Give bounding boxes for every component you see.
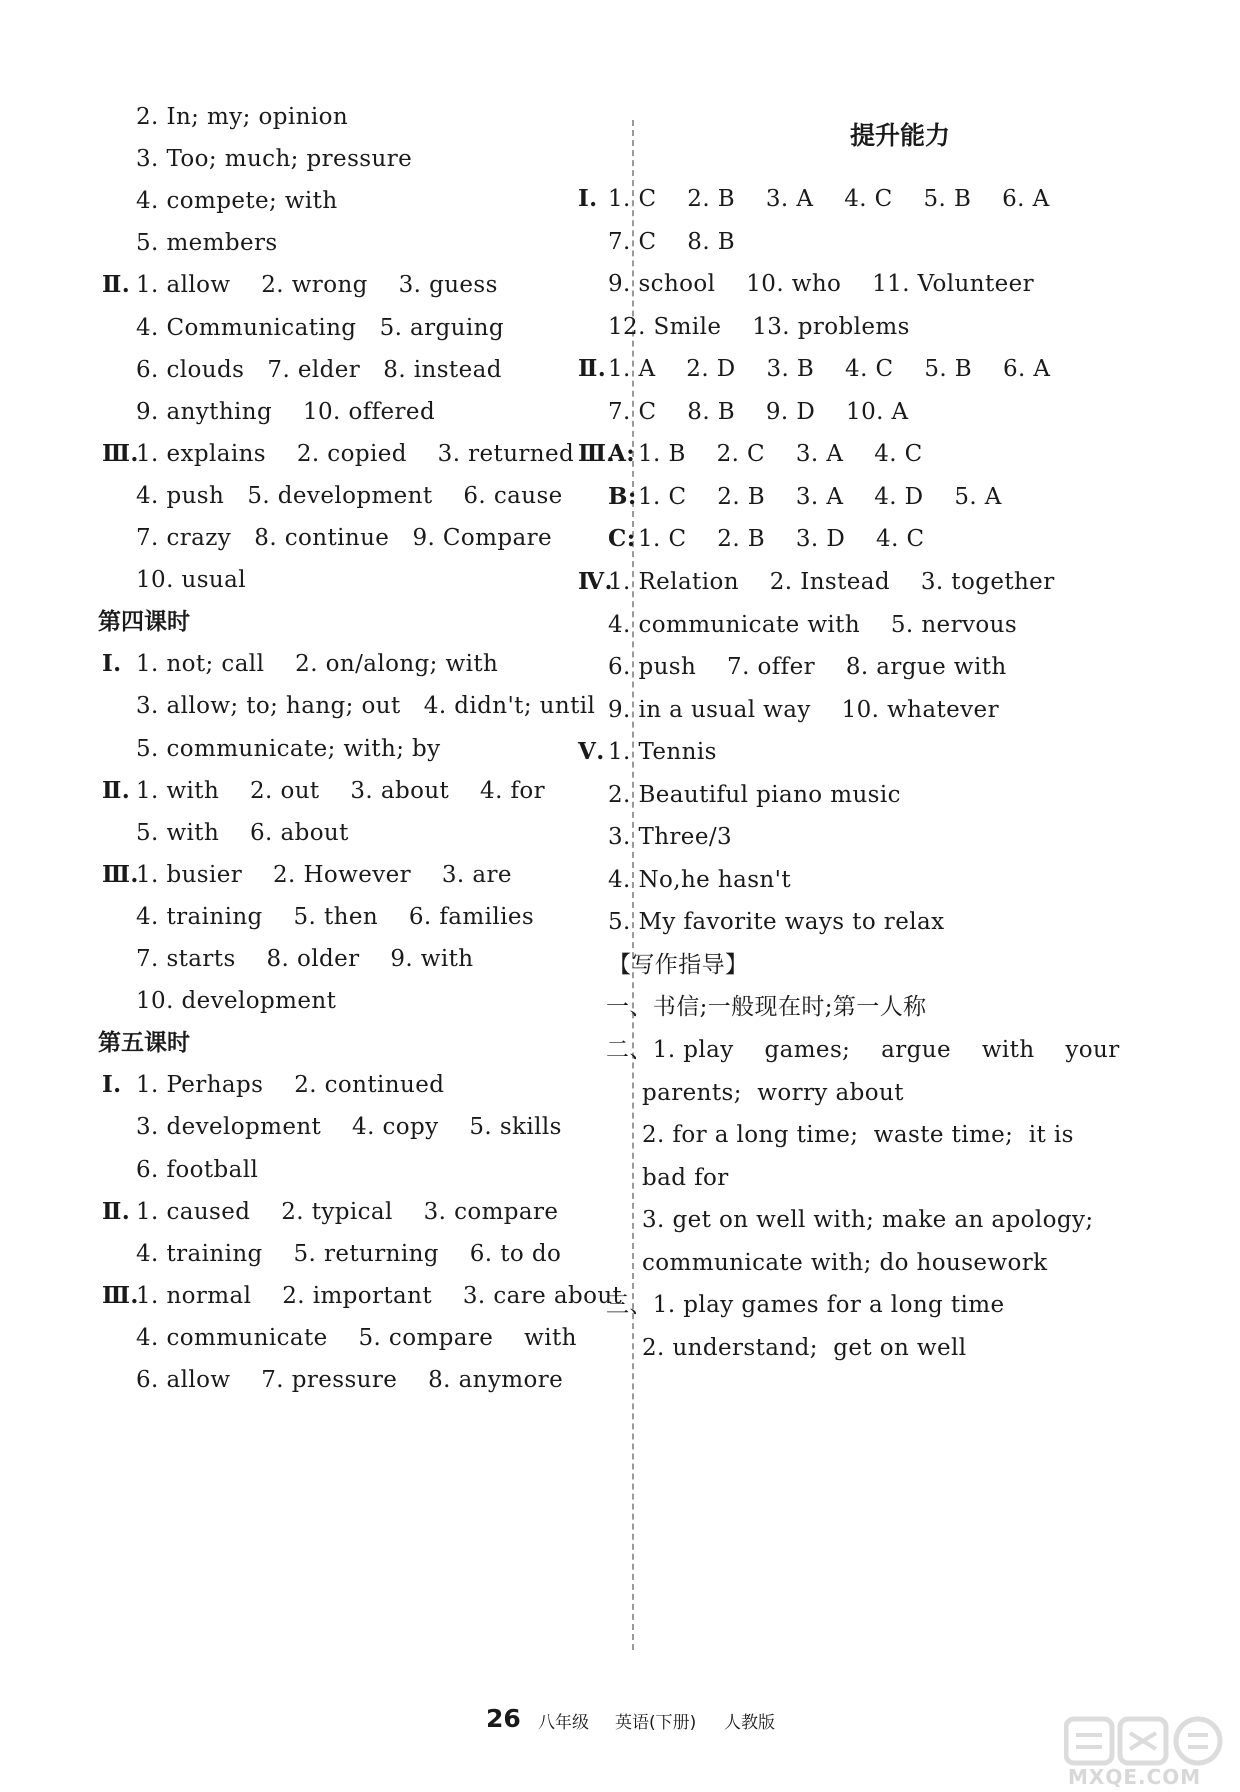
answer-line: 1. C 2. B 3. A 4. C 5. B 6. A (608, 186, 1050, 212)
subpart-label: C: (608, 525, 636, 553)
answer-line: 1. C 2. B 3. A 4. D 5. A (638, 483, 1002, 510)
answer-line: 1. allow 2. wrong 3. guess (136, 272, 498, 299)
answer-line: 7. C 8. B (608, 228, 736, 255)
answer-line: 1. Tennis (608, 739, 717, 766)
answer-line: bad for (642, 1164, 729, 1191)
section-numeral: Ⅳ. (578, 567, 613, 595)
answer-line: 4. No,he hasn't (608, 866, 791, 893)
lesson-heading: 第四课时 (98, 609, 190, 636)
answer-line: 2. Beautiful piano music (608, 781, 901, 808)
answer-line: 10. usual (136, 567, 246, 594)
answer-line: 4. push 5. development 6. cause (136, 482, 563, 509)
answer-line: 2. In; my; opinion (136, 104, 349, 130)
answer-line: 3. Three/3 (608, 824, 733, 851)
answer-line: 5. members (136, 230, 278, 257)
section-numeral: Ⅰ. (102, 1071, 122, 1099)
section-numeral: Ⅴ. (578, 738, 605, 766)
answer-line: 【写作指导】 (608, 951, 749, 978)
answer-line: 7. crazy 8. continue 9. Compare (136, 525, 553, 551)
answer-line: 1. busier 2. However 3. are (136, 861, 512, 888)
subpart-label: B: (608, 482, 637, 510)
answer-line: 4. communicate with 5. nervous (608, 611, 1018, 638)
answer-line: 10. development (136, 988, 337, 1015)
answer-line: 1. with 2. out 3. about 4. for (136, 777, 546, 804)
answer-line: 6. clouds 7. elder 8. instead (136, 356, 502, 383)
answer-line: 1. not; call 2. on/along; with (136, 651, 499, 678)
answer-line: 1. Relation 2. Instead 3. together (608, 568, 1055, 595)
page-number: 26 (486, 1704, 521, 1733)
answer-line: 4. training 5. returning 6. to do (136, 1240, 562, 1267)
answer-line: 7. starts 8. older 9. with (136, 946, 474, 972)
answer-line: 6. push 7. offer 8. argue with (608, 654, 1007, 681)
subpart-label: A: (608, 440, 636, 468)
answer-line: 6. allow 7. pressure 8. anymore (136, 1367, 564, 1393)
footer-edition: 人教版 (724, 1713, 775, 1733)
section-numeral: Ⅲ. (102, 1281, 139, 1309)
answer-line: 三、1. play games for a long time (606, 1292, 1005, 1319)
answer-line: 2. understand; get on well (642, 1334, 967, 1361)
section-numeral: Ⅱ. (578, 355, 607, 383)
section-numeral: Ⅲ. (102, 439, 139, 467)
answer-line: 12. Smile 13. problems (608, 313, 910, 340)
section-numeral: Ⅲ. (578, 440, 615, 468)
watermark (1050, 1715, 1240, 1792)
watermark-logo-icon (1064, 1715, 1224, 1767)
answer-line: 4. compete; with (136, 188, 338, 215)
answer-line: 1. caused 2. typical 3. compare (136, 1198, 559, 1225)
section-numeral: Ⅰ. (102, 650, 122, 678)
answer-line: 5. My favorite ways to relax (608, 909, 945, 936)
answer-line: 3. get on well with; make an apology; (642, 1207, 1094, 1234)
answer-line: 3. allow; to; hang; out 4. didn't; until (136, 693, 596, 720)
answer-line: 1. B 2. C 3. A 4. C (638, 441, 923, 468)
section-numeral: Ⅲ. (102, 860, 139, 888)
section-title: 提升能力 (850, 121, 951, 150)
footer-grade: 八年级 (538, 1713, 589, 1733)
answer-line: 9. school 10. who 11. Volunteer (608, 271, 1035, 298)
answer-line: communicate with; do housework (642, 1249, 1048, 1276)
answer-line: 2. for a long time; waste time; it is (642, 1122, 1074, 1149)
answer-line: 9. anything 10. offered (136, 398, 436, 425)
section-numeral: Ⅱ. (102, 1197, 131, 1225)
section-numeral: Ⅰ. (578, 185, 598, 212)
footer-subject: 英语(下册) (615, 1713, 697, 1733)
watermark-url: MXQE.COM (1068, 1765, 1202, 1789)
answer-line: 1. Perhaps 2. continued (136, 1072, 445, 1099)
answer-line: 二、1. play games; argue with your (606, 1037, 1120, 1063)
answer-line: 6. football (136, 1156, 259, 1183)
answer-line: 5. communicate; with; by (136, 735, 441, 762)
answer-line: 4. Communicating 5. arguing (136, 314, 504, 341)
answer-line: 1. A 2. D 3. B 4. C 5. B 6. A (608, 356, 1051, 383)
answer-line: 7. C 8. B 9. D 10. A (608, 398, 909, 425)
answer-line: 9. in a usual way 10. whatever (608, 696, 999, 723)
answer-line: 3. Too; much; pressure (136, 146, 413, 173)
answer-line: 1. C 2. B 3. D 4. C (638, 526, 925, 553)
answer-line: 4. training 5. then 6. families (136, 903, 535, 930)
answer-line: parents; worry about (642, 1079, 904, 1106)
answer-line: 5. with 6. about (136, 819, 349, 846)
answer-line: 3. development 4. copy 5. skills (136, 1114, 562, 1141)
answer-line: 4. communicate 5. compare with (136, 1324, 577, 1351)
section-numeral: Ⅱ. (102, 776, 131, 804)
answer-line: 1. explains 2. copied 3. returned (136, 440, 575, 467)
section-numeral: Ⅱ. (102, 271, 131, 299)
answer-line: 一、书信;一般现在时;第一人称 (606, 994, 927, 1021)
answer-line: 1. normal 2. important 3. care about (136, 1282, 623, 1309)
lesson-heading: 第五课时 (98, 1030, 190, 1057)
